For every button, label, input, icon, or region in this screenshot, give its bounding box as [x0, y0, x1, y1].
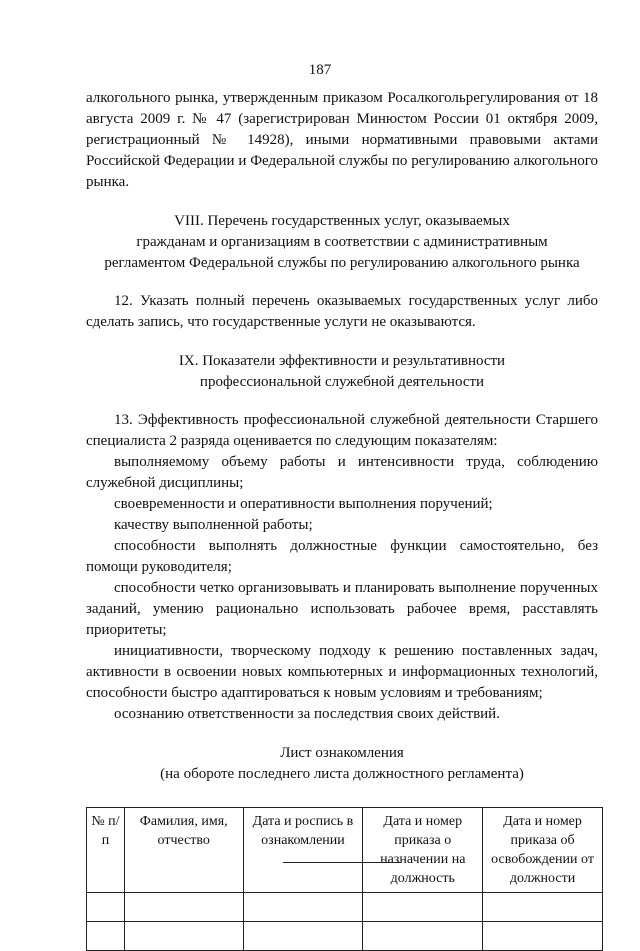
- table-cell: [243, 922, 363, 951]
- table-cell: [243, 893, 363, 922]
- list-item: [86, 641, 598, 704]
- table-cell: [363, 922, 483, 951]
- text-line: специалиста 2 разряда оценивается по следующим показателям:: [86, 433, 498, 449]
- acknowledgement-table: [86, 807, 603, 951]
- document-body: [86, 88, 598, 951]
- text-line: августа 2009 г. № 47 (зарегистрирован Минюстом России 01 октября 2009,: [86, 111, 598, 127]
- text-line: помощи руководителя;: [86, 559, 232, 575]
- ack-subtitle: (на обороте последнего листа должностного регламента): [160, 766, 524, 782]
- list-item: [86, 704, 598, 725]
- text-line: регистрационный № 14928), иными нормативными правовыми актами: [86, 132, 598, 148]
- intro-paragraph: [86, 88, 598, 193]
- table-cell: [124, 893, 243, 922]
- table-row: [87, 893, 603, 922]
- text-line: осознанию ответственности за последствия своих действий.: [114, 706, 500, 722]
- text-line: рынка.: [86, 174, 130, 190]
- text-line: активности в освоении новых компьютерных и информационных технологий,: [86, 664, 598, 680]
- text-line: Российской Федерации и Федеральной службы по регулированию алкогольного: [86, 153, 598, 169]
- table-cell: [87, 922, 125, 951]
- header-cell-name: Фамилия, имя, отчество: [124, 808, 243, 893]
- table-cell: [483, 893, 603, 922]
- heading-line: регламентом Федеральной службы по регулированию алкогольного рынка: [104, 255, 580, 271]
- text-line: выполняемому объему работы и интенсивности труда, соблюдению: [114, 454, 598, 470]
- text-line: способности четко организовывать и планировать выполнение порученных: [114, 580, 598, 596]
- acknowledgement-heading: [86, 743, 598, 785]
- footer-divider: [283, 862, 400, 863]
- header-cell-number: № п/п: [87, 808, 125, 893]
- text-line: служебной дисциплины;: [86, 475, 244, 491]
- table-cell: [483, 922, 603, 951]
- list-item: [86, 515, 598, 536]
- section-9-heading: [86, 351, 598, 393]
- table-header-row: [87, 808, 603, 893]
- header-cell-signature: Дата и роспись в ознакомлении: [243, 808, 363, 893]
- text-line: своевременности и оперативности выполнения поручений;: [114, 496, 493, 512]
- table-cell: [87, 893, 125, 922]
- list-item: [86, 578, 598, 641]
- list-item: [86, 494, 598, 515]
- page-number: 187: [308, 62, 332, 78]
- paragraph-13: [86, 410, 598, 452]
- text-line: заданий, умению рационально использовать рабочее время, расставлять: [86, 601, 598, 617]
- list-item: [86, 536, 598, 578]
- heading-line: VIII. Перечень государственных услуг, оказываемых: [174, 213, 510, 229]
- indicator-list: [86, 452, 598, 725]
- table-cell: [363, 893, 483, 922]
- header-cell-dismissal: Дата и номер приказа об освобождении от должности: [483, 808, 603, 893]
- text-line: сделать запись, что государственные услуги не оказываются.: [86, 314, 476, 330]
- paragraph-12: [86, 291, 598, 333]
- table-cell: [124, 922, 243, 951]
- text-line: приоритеты;: [86, 622, 167, 638]
- text-line: способности выполнять должностные функции самостоятельно, без: [114, 538, 598, 554]
- heading-line: гражданам и организациям в соответствии с административным: [136, 234, 548, 250]
- text-line: 12. Указать полный перечень оказываемых государственных услуг либо: [114, 293, 598, 309]
- ack-title: Лист ознакомления: [280, 745, 404, 761]
- heading-line: профессиональной служебной деятельности: [199, 374, 485, 390]
- text-line: инициативности, творческому подходу к решению поставленных задач,: [114, 643, 598, 659]
- table-row: [87, 922, 603, 951]
- text-line: способности быстро адаптироваться к новым условиям и требованиям;: [86, 685, 543, 701]
- text-line: качеству выполненной работы;: [114, 517, 313, 533]
- text-line: 13. Эффективность профессиональной служебной деятельности Старшего: [114, 412, 598, 428]
- list-item: [86, 452, 598, 494]
- heading-line: IX. Показатели эффективности и результативности: [178, 353, 506, 369]
- section-8-heading: [86, 211, 598, 274]
- header-cell-appointment: Дата и номер приказа о назначении на должность: [363, 808, 483, 893]
- text-line: алкогольного рынка, утвержденным приказом Росалкогольрегулирования от 18: [86, 90, 598, 106]
